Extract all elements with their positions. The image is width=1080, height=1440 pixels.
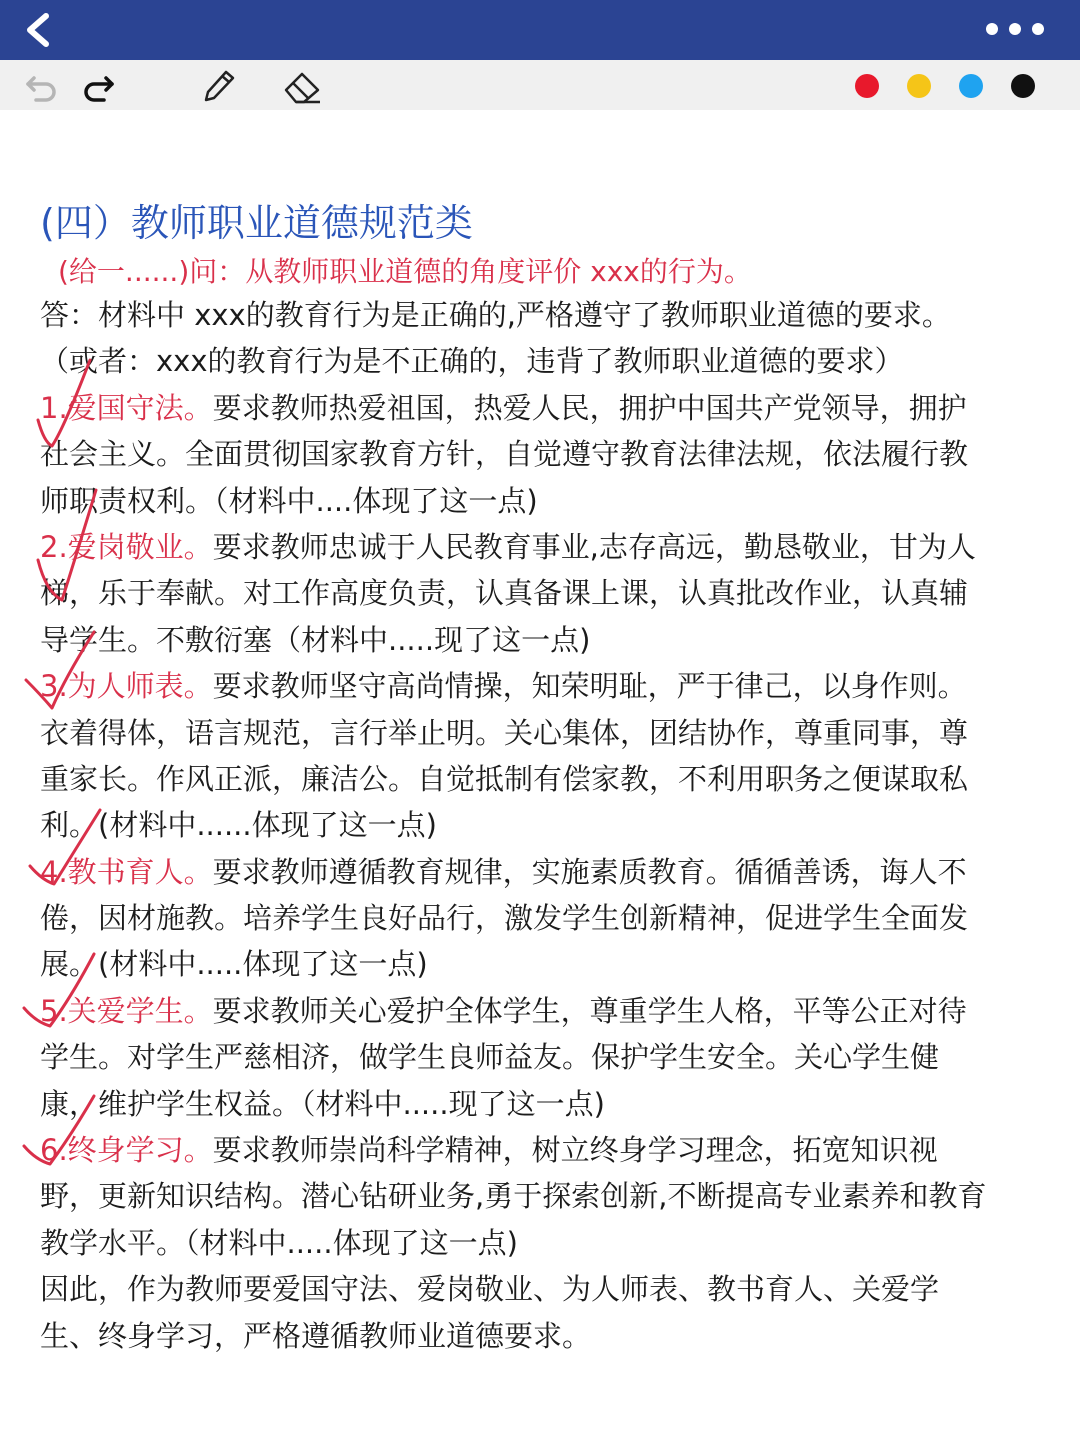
pencil-button[interactable] <box>198 68 238 104</box>
point-2-line <box>40 524 1050 570</box>
point-1-line: 师职责权利。（材料中....体现了这一点) <box>40 483 538 518</box>
undo-button[interactable] <box>22 68 62 104</box>
point-5-line <box>40 988 1050 1034</box>
point-3-line: 衣着得体，语言规范，言行举止明。关心集体，团结协作，尊重同事，尊 <box>40 715 969 750</box>
point-5-line: 康，维护学生权益。（材料中.....现了这一点) <box>40 1086 605 1121</box>
back-button[interactable] <box>18 8 62 52</box>
point-3-line: 重家长。作风正派，廉洁公。自觉抵制有偿家教，不利用职务之便谋取私 <box>40 761 969 796</box>
point-4-heading: 4.教书育人。 <box>40 854 213 889</box>
pencil-icon <box>198 68 238 104</box>
redo-icon <box>80 68 120 104</box>
point-6-text: 要求教师崇尚科学精神，树立终身学习理念，拓宽知识视 <box>212 1133 938 1168</box>
note-page <box>0 110 1080 1440</box>
point-1-heading: 1.爱国守法。 <box>40 390 213 425</box>
point-6-heading: 6.终身学习。 <box>40 1133 213 1168</box>
header-bar <box>0 0 1080 60</box>
eraser-button[interactable] <box>282 68 322 104</box>
color-swatch-yellow[interactable] <box>907 74 931 98</box>
point-2-text: 要求教师忠诚于人民教育事业,志存高远，勤恳敬业，甘为人 <box>212 529 976 564</box>
more-horizontal-icon <box>980 14 1050 44</box>
chevron-left-icon <box>18 8 62 52</box>
answer-line: 答：材料中 xxx的教育行为是正确的,严格遵守了教师职业道德的要求。 <box>40 298 951 332</box>
point-2-heading: 2.爱岗敬业。 <box>40 529 213 564</box>
point-4-line <box>40 849 1050 895</box>
point-4-line: 展。(材料中.....体现了这一点) <box>40 947 428 982</box>
point-5-line: 学生。对学生严慈相济，做学生良师益友。保护学生安全。关心学生健 <box>40 1040 940 1075</box>
redo-button[interactable] <box>80 68 120 104</box>
undo-icon <box>22 68 62 104</box>
point-4-text: 要求教师遵循教育规律，实施素质教育。循循善诱，诲人不 <box>212 854 967 889</box>
point-6-line <box>40 1127 1050 1173</box>
page-title: (四）教师职业道德规范类 <box>40 201 473 245</box>
answer-alt-line: （或者：xxx的教育行为是不正确的，违背了教师职业道德的要求） <box>40 344 904 379</box>
eraser-icon <box>282 68 322 104</box>
point-2-line: 导学生。不敷衍塞（材料中.....现了这一点) <box>40 622 591 657</box>
point-3-text: 要求教师坚守高尚情操，知荣明耻，严于律己，以身作则。 <box>212 669 967 704</box>
point-1-line <box>40 385 1050 431</box>
annotation-toolbar <box>0 60 1080 110</box>
point-6-line: 教学水平。（材料中.....体现了这一点) <box>40 1225 518 1260</box>
point-2-line: 梯，乐于奉献。对工作高度负责，认真备课上课，认真批改作业，认真辅 <box>40 576 969 611</box>
point-1-line: 社会主义。全面贯彻国家教育方针，自觉遵守教育法律法规，依法履行教 <box>40 437 969 472</box>
question-line: (给一......)问：从教师职业道德的角度评价 xxx的行为。 <box>58 255 752 288</box>
point-5-heading: 5.关爱学生。 <box>40 993 213 1028</box>
point-1-text: 要求教师热爱祖国，热爱人民，拥护中国共产党领导，拥护 <box>212 390 967 425</box>
color-swatch-black[interactable] <box>1011 74 1035 98</box>
note-body <box>40 292 1050 1359</box>
color-swatch-blue[interactable] <box>959 74 983 98</box>
color-swatch-red[interactable] <box>855 74 879 98</box>
point-3-line <box>40 663 1050 709</box>
point-4-line: 倦，因材施教。培养学生良好品行，激发学生创新精神，促进学生全面发 <box>40 901 969 936</box>
conclusion-line: 生、终身学习，严格遵循教师业道德要求。 <box>40 1318 592 1353</box>
point-5-text: 要求教师关心爱护全体学生，尊重学生人格，平等公正对待 <box>212 993 967 1028</box>
point-3-line: 利。(材料中......体现了这一点) <box>40 808 437 843</box>
more-button[interactable] <box>980 14 1050 44</box>
point-6-line: 野，更新知识结构。潜心钻研业务,勇于探索创新,不断提高专业素养和教育 <box>40 1179 987 1214</box>
point-3-heading: 3.为人师表。 <box>40 669 213 704</box>
conclusion-line: 因此，作为教师要爱国守法、爱岗敬业、为人师表、教书育人、关爱学 <box>40 1272 940 1307</box>
